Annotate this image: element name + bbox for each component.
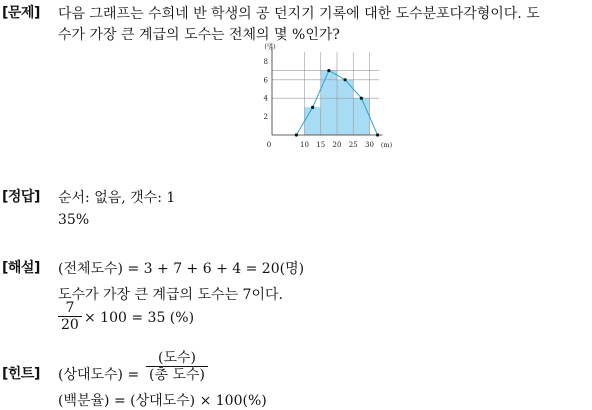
explanation-line-1: (전체도수) = 3 + 7 + 6 + 4 = 20(명) — [58, 261, 305, 277]
answer-line-2: 35% — [58, 212, 90, 228]
x-tick-label: 20 — [332, 141, 342, 149]
hint-frac-denominator: (총 도수) — [149, 367, 205, 383]
histogram-bar — [337, 80, 353, 135]
hint-line-2: (백분율) = (상대도수) × 100(%) — [58, 393, 267, 409]
y-tick-label: 8 — [263, 57, 268, 66]
polygon-point — [376, 133, 379, 136]
answer-tag: [정답] — [2, 189, 40, 205]
x-tick-label: 0 — [266, 141, 272, 149]
answer-line-1: 순서: 없음, 갯수: 1 — [58, 190, 176, 206]
polygon-point — [360, 97, 363, 100]
explanation-line-2: 도수가 가장 큰 계급의 도수는 7이다. — [58, 287, 283, 303]
hint-fraction — [146, 350, 208, 383]
histogram-bar — [305, 107, 321, 135]
x-tick-label: 10 — [300, 141, 309, 149]
x-tick-label: 15 — [316, 141, 326, 149]
hint-line-1-left: (상대도수) = — [58, 367, 140, 383]
x-tick-label: 30 — [365, 141, 374, 149]
problem-line-2: 수가 가장 큰 계급의 도수는 전체의 몇 %인가? — [58, 27, 340, 43]
y-axis-label: (명) — [264, 42, 276, 51]
polygon-point — [295, 133, 298, 136]
explanation-fraction — [58, 300, 82, 333]
problem-line-1: 다음 그래프는 수희네 반 학생의 공 던지기 기록에 대한 도수분포다각형이다. 도 — [58, 6, 540, 22]
y-tick-label: 4 — [263, 94, 268, 103]
x-axis-label: (m) — [380, 141, 393, 149]
problem-tag: [문제] — [2, 5, 40, 21]
polygon-point — [311, 106, 314, 109]
frequency-polygon-chart — [256, 42, 396, 154]
explanation-line-3: × 100 = 35 (%) — [84, 310, 195, 326]
explanation-tag: [해설] — [2, 260, 40, 276]
y-tick-label: 2 — [263, 113, 268, 122]
histogram-bar — [353, 98, 369, 135]
polygon-point — [344, 78, 347, 81]
x-tick-label: 25 — [348, 141, 358, 149]
explanation-frac-denominator: 20 — [61, 317, 79, 333]
polygon-point — [327, 69, 330, 72]
explanation-frac-numerator: 7 — [65, 300, 75, 316]
hint-tag: [힌트] — [2, 366, 40, 382]
y-tick-label: 6 — [263, 76, 268, 85]
hint-frac-numerator: (도수) — [157, 350, 196, 366]
histogram-bar — [321, 71, 337, 135]
